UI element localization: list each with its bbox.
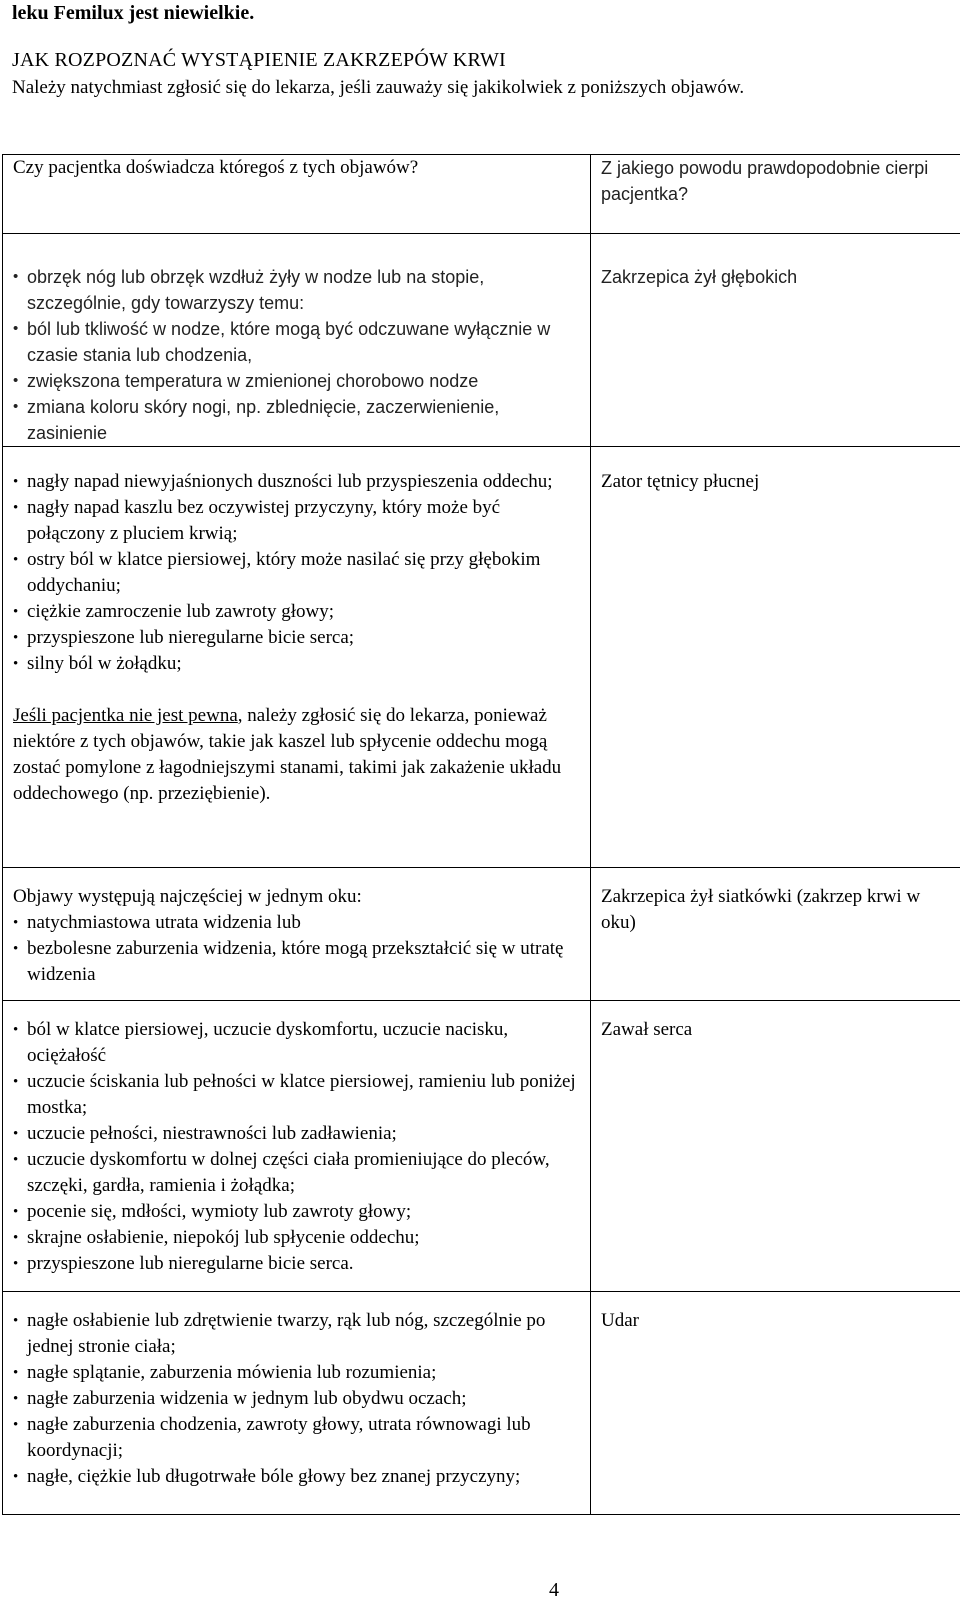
list-item: • pocenie się, mdłości, wymioty lub zawroty głowy; (13, 1199, 582, 1225)
cause-cell (591, 234, 960, 447)
list-item: • nagłe osłabienie lub zdrętwienie twarzy, rąk lub nóg, szczególnie po jednej stronie ciała; (13, 1308, 582, 1360)
header-left-text: Czy pacjentka doświadcza któregoś z tych objawów? (13, 157, 419, 178)
list-item: • nagłe, ciężkie lub długotrwałe bóle głowy bez znanej przyczyny; (13, 1464, 582, 1490)
symptom-cell (3, 447, 591, 868)
cause-cell (591, 868, 960, 1001)
list-item: • bezbolesne zaburzenia widzenia, które mogą przekształcić się w utratę widzenia (13, 936, 582, 988)
list-item: • nagły napad kaszlu bez oczywistej przyczyny, który może być połączony z pluciem krwią; (13, 495, 582, 547)
symptom-cell (3, 234, 591, 447)
list-item: • przyspieszone lub nieregularne bicie serca. (13, 1251, 582, 1277)
table-row (3, 1292, 960, 1515)
cause-cell (591, 1001, 960, 1292)
list-item: • nagłe splątanie, zaburzenia mówienia lub rozumienia; (13, 1360, 582, 1386)
top-line: leku Femilux jest niewielkie. (12, 2, 255, 24)
symptom-list (13, 469, 582, 677)
list-item: • przyspieszone lub nieregularne bicie serca; (13, 625, 582, 651)
list-item: • zmiana koloru skóry nogi, np. zblednięcie, zaczerwienienie, zasinienie (13, 394, 582, 446)
list-item: • nagły napad niewyjaśnionych duszności lub przyspieszenia oddechu; (13, 469, 582, 495)
list-item: • uczucie pełności, niestrawności lub zadławienia; (13, 1121, 582, 1147)
symptom-cell (3, 1292, 591, 1515)
note-rest: , należy zgłosić się do lekarza, ponieważ niektóre z tych objawów, takie jak kaszel lub spłycenie oddechu mogą zostać pomylone z łagodniejszymi stanami, takimi jak zakażenie układu oddechowego (np. przeziębienie). (13, 705, 562, 804)
cause-cell (591, 1292, 960, 1515)
symptom-list (13, 1308, 582, 1490)
header-right-text: Z jakiego powodu prawdopodobnie cierpi pacjentka? (601, 158, 929, 204)
list-item: • natychmiastowa utrata widzenia lub (13, 910, 582, 936)
list-item: • obrzęk nóg lub obrzęk wzdłuż żyły w nodze lub na stopie, szczególnie, gdy towarzyszy temu: (13, 264, 582, 316)
cause-cell (591, 447, 960, 868)
page-number: 4 (549, 1579, 559, 1601)
symptom-list (13, 264, 582, 446)
cause-text: Zakrzepica żył siatkówki (zakrzep krwi w oku) (601, 886, 921, 933)
note-underlined: Jeśli pacjentka nie jest pewna (13, 705, 238, 726)
header-left-cell (3, 155, 591, 234)
symptom-cell (3, 1001, 591, 1292)
list-item: • nagłe zaburzenia widzenia w jednym lub obydwu oczach; (13, 1386, 582, 1412)
list-item: • nagłe zaburzenia chodzenia, zawroty głowy, utrata równowagi lub koordynacji; (13, 1412, 582, 1464)
list-item: • uczucie dyskomfortu w dolnej części ciała promieniujące do pleców, szczęki, gardła, ramienia i żołądka; (13, 1147, 582, 1199)
symptom-list (13, 910, 582, 988)
list-item: • silny ból w żołądku; (13, 651, 582, 677)
header-right-cell (591, 155, 960, 234)
uncertainty-note (13, 703, 582, 807)
symptom-cell (3, 868, 591, 1001)
table-row (3, 447, 960, 868)
list-item: • skrajne osłabienie, niepokój lub spłycenie oddechu; (13, 1225, 582, 1251)
cause-text: Udar (601, 1310, 639, 1331)
table-row (3, 234, 960, 447)
table-header-row (3, 155, 960, 234)
list-item: • zwiększona temperatura w zmienionej chorobowo nodze (13, 368, 582, 394)
intro-paragraph: Należy natychmiast zgłosić się do lekarza, jeśli zauważy się jakikolwiek z poniższych objawów. (12, 77, 745, 98)
symptom-list (13, 1017, 582, 1277)
table-row (3, 868, 960, 1001)
list-item: • ból lub tkliwość w nodze, które mogą być odczuwane wyłącznie w czasie stania lub chodzenia, (13, 316, 582, 368)
table-row (3, 1001, 960, 1292)
cause-text: Zawał serca (601, 1019, 693, 1040)
cause-text: Zakrzepica żył głębokich (601, 267, 798, 287)
list-item: • uczucie ściskania lub pełności w klatce piersiowej, ramieniu lub poniżej mostka; (13, 1069, 582, 1121)
symptom-lead: Objawy występują najczęściej w jednym oku: (13, 886, 362, 907)
list-item: • ciężkie zamroczenie lub zawroty głowy; (13, 599, 582, 625)
list-item: • ostry ból w klatce piersiowej, który może nasilać się przy głębokim oddychaniu; (13, 547, 582, 599)
section-heading: JAK ROZPOZNAĆ WYSTĄPIENIE ZAKRZEPÓW KRWI (12, 49, 506, 71)
cause-text: Zator tętnicy płucnej (601, 471, 760, 492)
list-item: • ból w klatce piersiowej, uczucie dyskomfortu, uczucie nacisku, ociężałość (13, 1017, 582, 1069)
symptoms-table (2, 154, 960, 1515)
